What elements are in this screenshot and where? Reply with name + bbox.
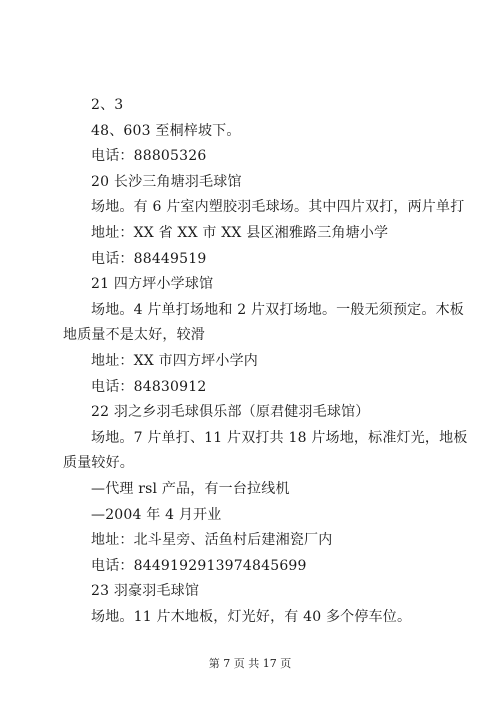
document-body [63,93,468,630]
text-line: 场地。7 片单打、11 片双打共 18 片场地，标准灯光，地板 [91,429,468,446]
text-line: 地址：XX 市四方坪小学内 [91,352,258,369]
text-line: —2004 年 4 月开业 [91,506,222,523]
section-heading: 22 羽之乡羽毛球俱乐部（原君健羽毛球馆） [91,404,370,421]
text-line: 场地。11 片木地板，灯光好，有 40 多个停车位。 [91,608,412,625]
text-line: 地址：北斗星旁、活鱼村后建湘瓷厂内 [91,532,333,549]
section-heading: 21 四方坪小学球馆 [91,276,214,293]
text-line: 场地。有 6 片室内塑胶羽毛球场。其中四片双打，两片单打 [91,199,465,216]
text-line: 2、3 [91,97,124,113]
page-footer: 第 7 页 共 17 页 [208,657,292,670]
text-line: 电话：88449519 [91,250,207,267]
text-line-continuation: 地质量不是太好，较滑 [63,327,205,344]
text-line: 48、603 至桐梓坡下。 [91,122,241,139]
text-line: 电话：88805326 [91,148,207,165]
text-line: 地址：XX 省 XX 市 XX 县区湘雅路三角塘小学 [91,224,389,241]
section-heading: 20 长沙三角塘羽毛球馆 [91,173,242,190]
text-line: 电话：8449192913974845699 [91,557,307,574]
text-line: —代理 rsl 产品，有一台拉线机 [91,480,290,497]
section-heading: 23 羽豪羽毛球馆 [91,583,200,600]
text-line-continuation: 质量较好。 [63,455,134,472]
text-line: 电话：84830912 [91,378,207,395]
text-line: 场地。4 片单打场地和 2 片双打场地。一般无须预定。木板 [91,301,464,318]
